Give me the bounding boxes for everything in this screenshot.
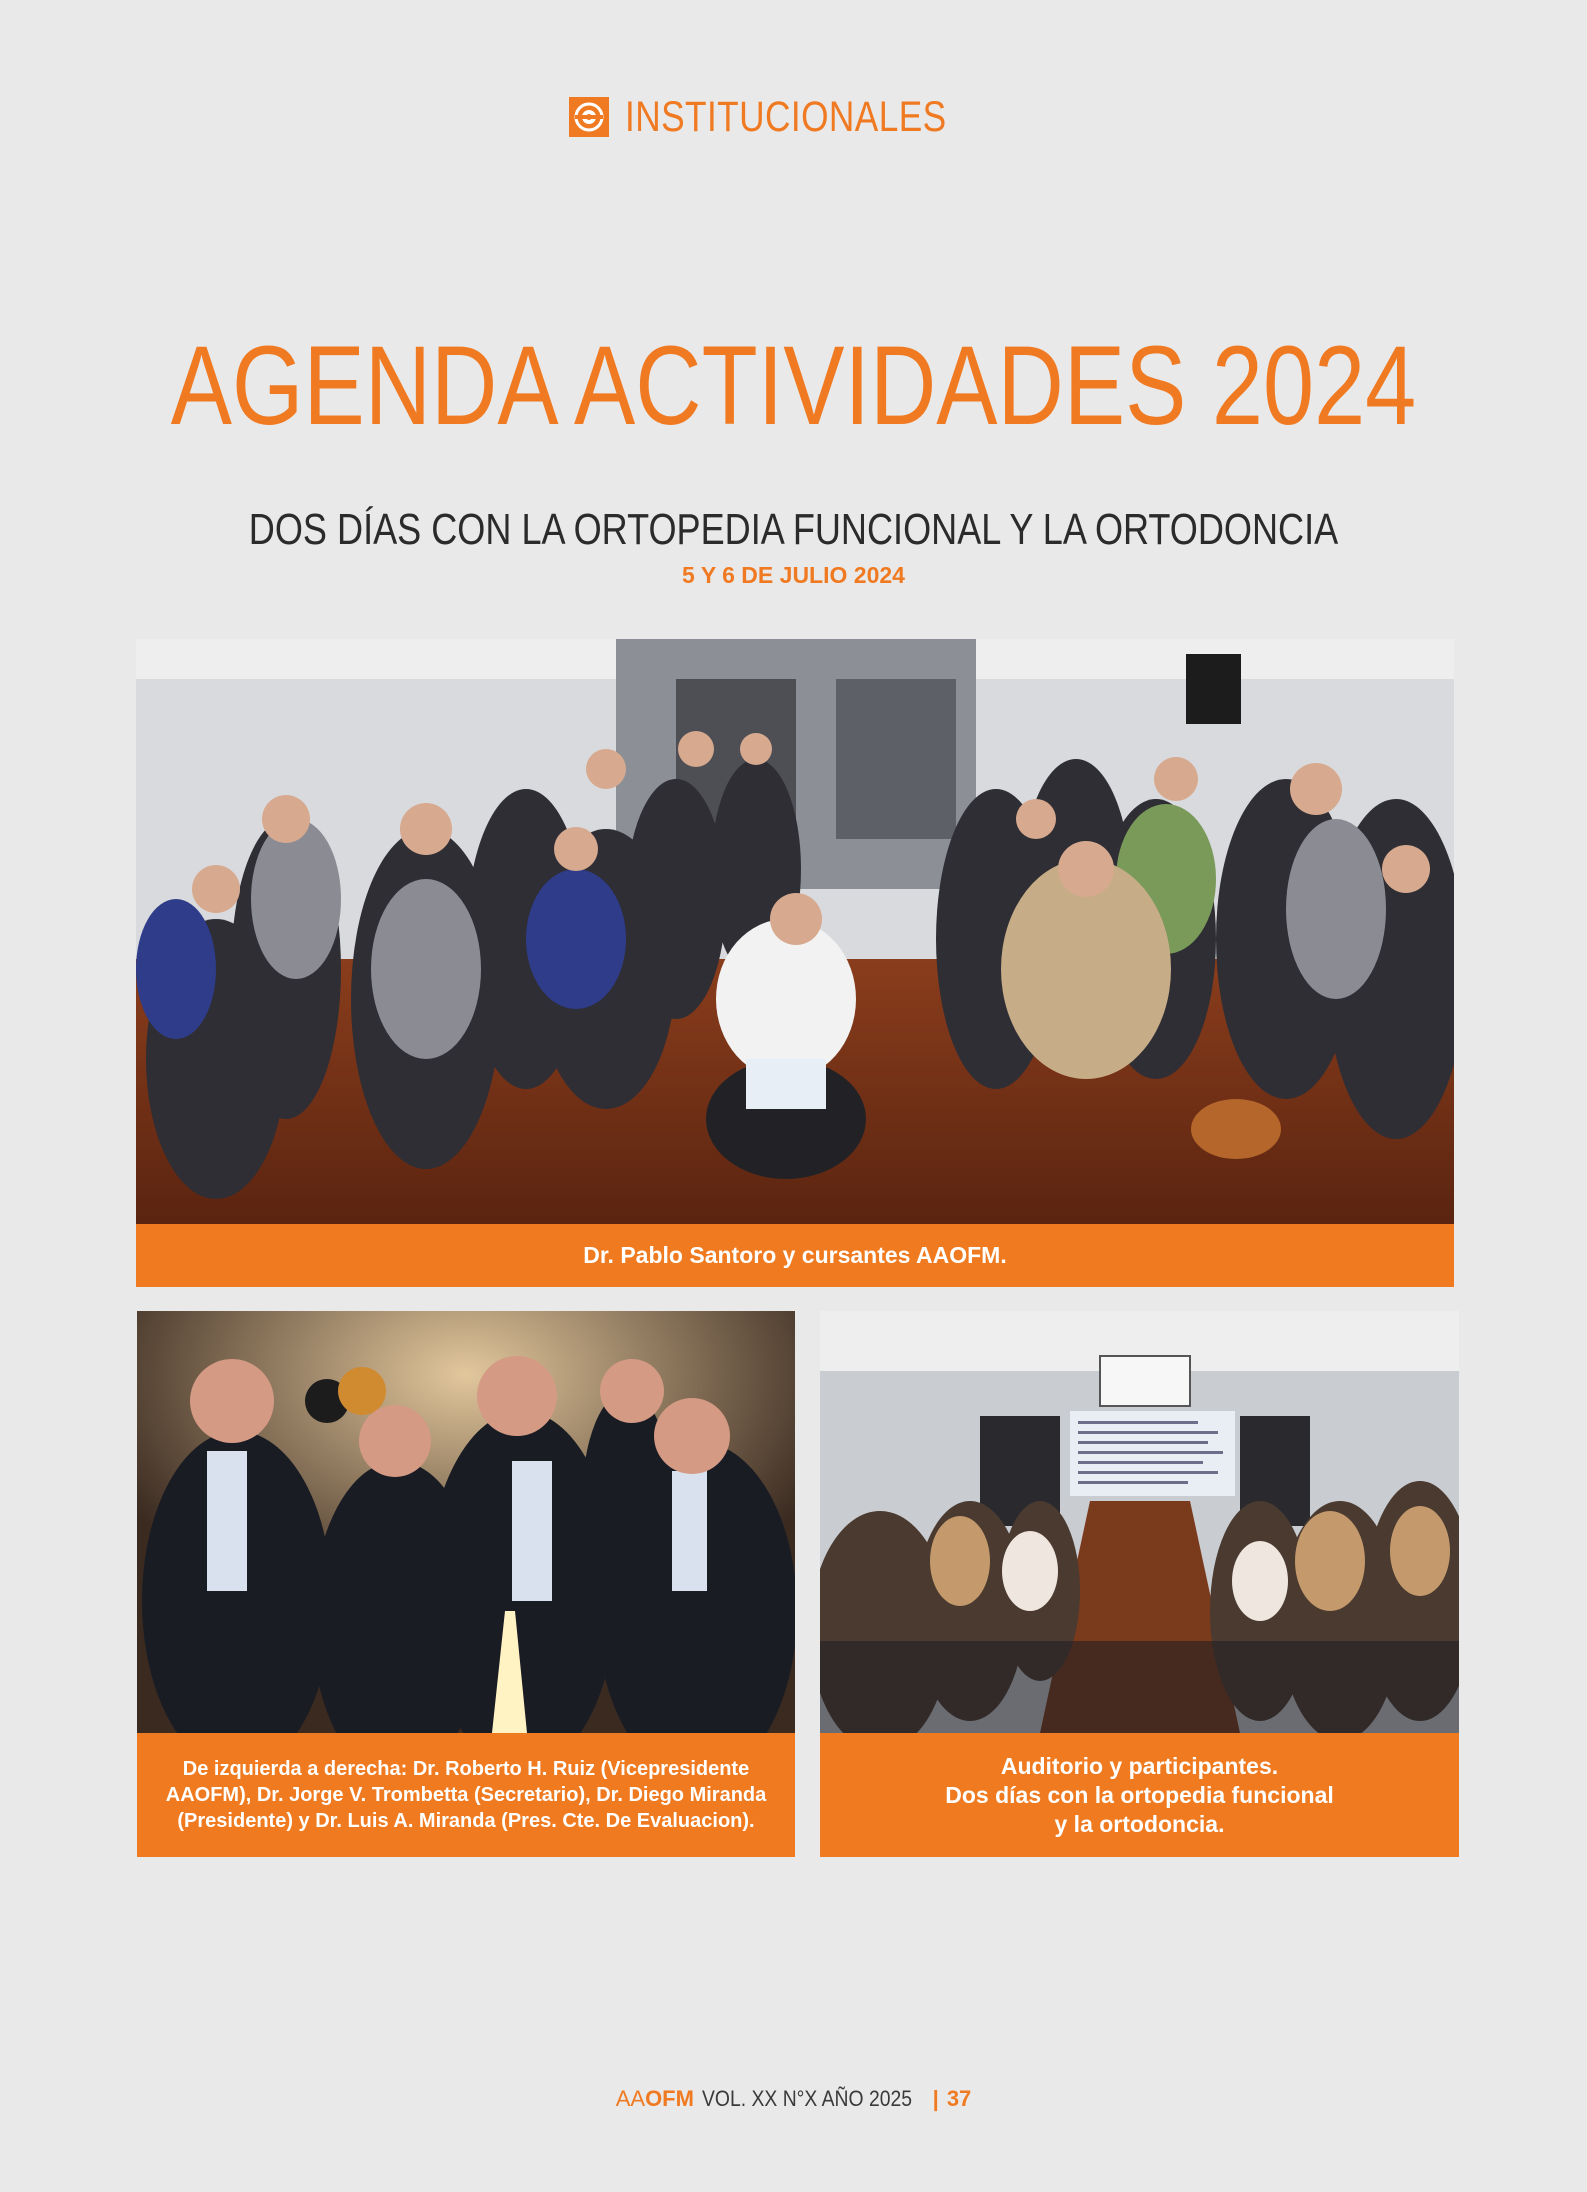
auditorium-photo-caption-text: Auditorio y participantes. Dos días con la ortopedia funcional y la ortodoncia. xyxy=(945,1752,1334,1837)
page-number: 37 xyxy=(946,2086,972,2111)
authorities-photo xyxy=(137,1311,795,1733)
group-photo xyxy=(136,639,1454,1224)
page-footer xyxy=(0,2084,1587,2114)
footer-brand-prefix: AA xyxy=(615,2086,646,2111)
section-label: INSTITUCIONALES xyxy=(625,92,947,141)
authorities-photo-caption-text: De izquierda a derecha: Dr. Roberto H. Ruiz (Vicepresidente AAOFM), Dr. Jorge V. Trombetta (Secretario), Dr. Diego Miranda (Presidente) y Dr. Luis A. Miranda (Pres. Cte. De Evaluacion). xyxy=(165,1758,767,1832)
footer-volume: VOL. XX N°X AÑO 2025 xyxy=(701,2086,913,2111)
aaofm-target-icon xyxy=(569,97,609,137)
page-subtitle: DOS DÍAS CON LA ORTOPEDIA FUNCIONAL Y LA ORTODONCIA xyxy=(248,505,1339,554)
main-photo-caption xyxy=(136,1224,1454,1287)
footer-brand-suffix: OFM xyxy=(645,2086,694,2111)
event-date: 5 Y 6 DE JULIO 2024 xyxy=(682,562,905,588)
section-header xyxy=(0,92,1587,142)
page-title: AGENDA ACTIVIDADES 2024 xyxy=(170,323,1417,448)
auditorium-photo-caption xyxy=(820,1733,1459,1857)
footer-separator: | xyxy=(932,2086,939,2111)
authorities-photo-caption xyxy=(137,1733,795,1857)
auditorium-photo xyxy=(820,1311,1459,1733)
main-photo-caption-text: Dr. Pablo Santoro y cursantes AAOFM. xyxy=(583,1242,1007,1268)
